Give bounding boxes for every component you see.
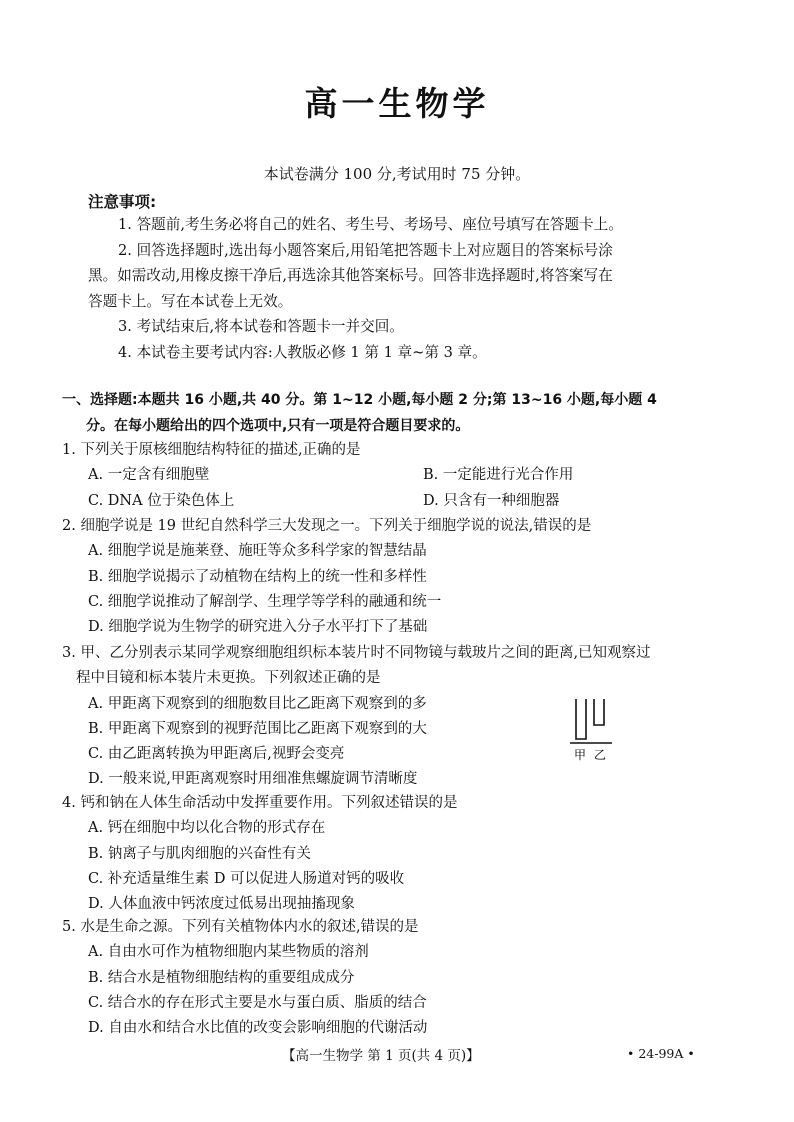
question-3 bbox=[62, 641, 732, 793]
section-heading bbox=[62, 388, 727, 439]
option-d: D. 只含有一种细胞器 bbox=[423, 492, 560, 509]
objective-jia-shape bbox=[576, 699, 586, 739]
option-d: D. 自由水和结合水比值的改变会影响细胞的代谢活动 bbox=[88, 1020, 428, 1037]
notice-item-continued: 黑。如需改动,用橡皮擦干净后,再选涂其他答案标号。回答非选择题时,将答案写在 bbox=[88, 267, 613, 284]
label-jia: 甲 bbox=[574, 748, 587, 762]
option-c: C. DNA 位于染色体上 bbox=[88, 492, 235, 509]
notice-item-continued: 答题卡上。写在本试卷上无效。 bbox=[88, 292, 293, 310]
option-d: D. 细胞学说为生物学的研究进入分子水平打下了基础 bbox=[88, 619, 428, 636]
exam-code: • 24-99A • bbox=[627, 1046, 695, 1061]
question-stem: 5. 水是生命之源。下列有关植物体内水的叙述,错误的是 bbox=[62, 919, 419, 935]
option-a: A. 一定含有细胞壁 bbox=[88, 467, 210, 484]
notice-list bbox=[88, 212, 718, 365]
option-a: A. 甲距离下观察到的细胞数目比乙距离下观察到的多 bbox=[88, 695, 427, 712]
question-stem: 4. 钙和钠在人体生命活动中发挥重要作用。下列叙述错误的是 bbox=[62, 795, 458, 811]
notice-heading: 注意事项: bbox=[88, 193, 157, 211]
option-c: C. 由乙距离转换为甲距离后,视野会变亮 bbox=[88, 746, 345, 763]
option-c: C. 补充适量维生素 D 可以促进人肠道对钙的吸收 bbox=[88, 870, 405, 887]
page-title: 高一生物学 bbox=[304, 84, 490, 123]
section-heading-line: 分。在每小题给出的四个选项中,只有一项是符合题目要求的。 bbox=[86, 417, 470, 434]
question-stem: 2. 细胞学说是 19 世纪自然科学三大发现之一。下列关于细胞学说的说法,错误的是 bbox=[62, 518, 592, 534]
page-footer: 【高一生物学 第 1 页(共 4 页)】 bbox=[282, 1048, 480, 1064]
exam-info: 本试卷满分 100 分,考试用时 75 分钟。 bbox=[263, 165, 531, 183]
option-b: B. 结合水是植物细胞结构的重要组成成分 bbox=[88, 969, 355, 986]
option-d: D. 人体血液中钙浓度过低易出现抽搐现象 bbox=[88, 896, 355, 913]
question-1 bbox=[62, 438, 732, 514]
question-2 bbox=[62, 514, 732, 640]
question-stem: 1. 下列关于原核细胞结构特征的描述,正确的是 bbox=[62, 442, 361, 458]
question-5 bbox=[62, 915, 732, 1041]
question-stem: 3. 甲、乙分别表示某同学观察细胞组织标本装片时不同物镜与载玻片之间的距离,已知观察过 bbox=[62, 645, 651, 661]
option-a: A. 细胞学说是施莱登、施旺等众多科学家的智慧结晶 bbox=[88, 543, 427, 560]
option-d: D. 一般来说,甲距离观察时用细准焦螺旋调节清晰度 bbox=[88, 771, 418, 788]
notice-item: 1. 答题前,考生务必将自己的姓名、考生号、考场号、座位号填写在答题卡上。 bbox=[118, 216, 623, 233]
option-a: A. 自由水可作为植物细胞内某些物质的溶剂 bbox=[88, 944, 369, 961]
option-b: B. 一定能进行光合作用 bbox=[423, 467, 574, 484]
option-b: B. 细胞学说揭示了动植物在结构上的统一性和多样性 bbox=[88, 568, 427, 585]
option-b: B. 钠离子与肌肉细胞的兴奋性有关 bbox=[88, 845, 311, 862]
notice-item: 3. 考试结束后,将本试卷和答题卡一并交回。 bbox=[118, 318, 404, 335]
notice-item: 2. 回答选择题时,选出每小题答案后,用铅笔把答题卡上对应题目的答案标号涂 bbox=[118, 241, 613, 259]
objective-yi-shape bbox=[594, 699, 604, 725]
objective-distance-diagram bbox=[568, 695, 628, 765]
question-4 bbox=[62, 791, 732, 917]
label-yi: 乙 bbox=[594, 748, 607, 762]
notice-item: 4. 本试卷主要考试内容:人教版必修 1 第 1 章~第 3 章。 bbox=[118, 343, 487, 361]
option-b: B. 甲距离下观察到的视野范围比乙距离下观察到的大 bbox=[88, 720, 427, 737]
option-c: C. 结合水的存在形式主要是水与蛋白质、脂质的结合 bbox=[88, 994, 427, 1011]
option-a: A. 钙在细胞中均以化合物的形式存在 bbox=[88, 820, 326, 837]
section-heading-line: 一、选择题:本题共 16 小题,共 40 分。第 1~12 小题,每小题 2 分;第 13~16 小题,每小题 4 bbox=[62, 392, 657, 408]
question-stem-continued: 程中目镜和标本装片未更换。下列叙述正确的是 bbox=[76, 670, 381, 687]
option-c: C. 细胞学说推动了解剖学、生理学等学科的融通和统一 bbox=[88, 593, 442, 610]
